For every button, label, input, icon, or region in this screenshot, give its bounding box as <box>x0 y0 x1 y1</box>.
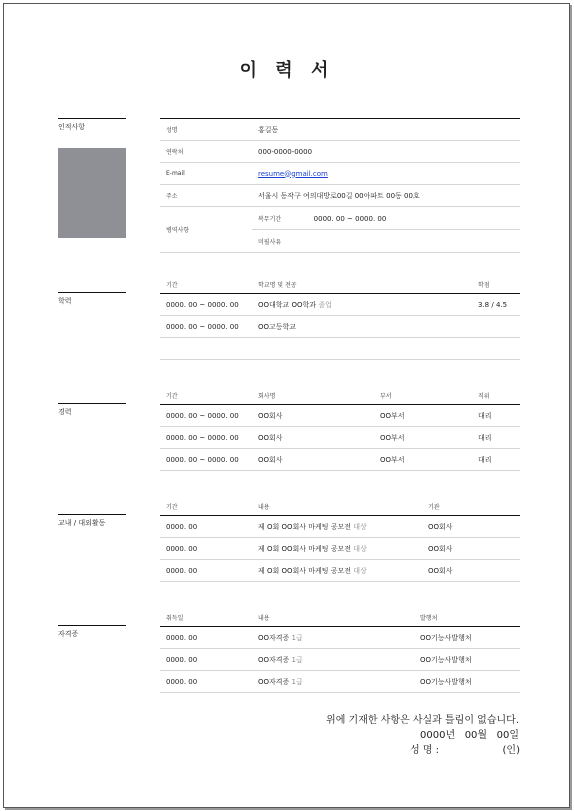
activity-org: OO회사 <box>422 516 520 538</box>
career-company: OO회사 <box>252 449 374 471</box>
activity-award: 대상 <box>353 566 367 575</box>
col-header-org: 기관 <box>422 497 520 516</box>
career-company: OO회사 <box>252 427 374 449</box>
table-header-row <box>160 497 520 516</box>
table-row <box>160 316 520 338</box>
certificate-issuer: OO기능사발행처 <box>414 671 520 693</box>
table-row <box>160 207 520 230</box>
table-header-row <box>160 608 520 627</box>
photo-placeholder <box>58 148 126 238</box>
career-dept: OO부서 <box>374 449 472 471</box>
education-table <box>160 275 520 360</box>
certificate-grade: 1급 <box>291 655 303 664</box>
section-label-activities: 교내 / 대외활동 <box>58 514 126 528</box>
table-row <box>160 119 520 141</box>
certificate-content: OO자격증 <box>258 655 290 664</box>
career-period: 0000. 00 ~ 0000. 00 <box>160 449 252 471</box>
name-value: 홍길동 <box>252 119 520 141</box>
col-header-company: 회사명 <box>252 386 374 405</box>
career-company: OO회사 <box>252 405 374 427</box>
certificate-date: 0000. 00 <box>160 649 252 671</box>
career-position: 대리 <box>472 449 520 471</box>
education-status: 졸업 <box>318 300 332 309</box>
career-period: 0000. 00 ~ 0000. 00 <box>160 427 252 449</box>
table-header-row <box>160 275 520 294</box>
activity-period: 0000. 00 <box>160 538 252 560</box>
declaration-date: 0000년 00월 00일 <box>420 730 519 741</box>
personal-table <box>160 118 520 253</box>
education-school: OO대학교 OO학과 <box>258 300 317 309</box>
table-row <box>160 427 520 449</box>
activities-table <box>160 497 520 582</box>
activity-award: 대상 <box>353 522 367 531</box>
activity-org: OO회사 <box>422 560 520 582</box>
declaration-statement: 위에 기재한 사항은 사실과 틀림이 없습니다. <box>326 715 519 726</box>
certificates-table <box>160 608 520 693</box>
activity-period: 0000. 00 <box>160 560 252 582</box>
activity-org: OO회사 <box>422 538 520 560</box>
certificate-content: OO자격증 <box>258 677 290 686</box>
table-row <box>160 649 520 671</box>
col-header-period: 기간 <box>160 386 252 405</box>
signature-line <box>410 741 520 756</box>
email-label: E-mail <box>160 163 252 185</box>
table-row <box>160 338 520 360</box>
table-row <box>160 627 520 649</box>
military-label: 병역사항 <box>160 207 252 253</box>
education-gpa <box>472 338 520 360</box>
table-header-row <box>160 386 520 405</box>
certificate-issuer: OO기능사발행처 <box>414 627 520 649</box>
activity-content: 제 O회 OO회사 마케팅 공모전 <box>258 544 352 553</box>
service-period-value: 0000. 00 ~ 0000. 00 <box>313 214 387 223</box>
name-label: 성명 <box>160 119 252 141</box>
certificate-date: 0000. 00 <box>160 627 252 649</box>
activity-award: 대상 <box>353 544 367 553</box>
career-table <box>160 386 520 471</box>
col-header-content: 내용 <box>252 608 414 627</box>
table-row <box>160 449 520 471</box>
activity-content: 제 O회 OO회사 마케팅 공모전 <box>258 522 352 531</box>
col-header-gpa: 학점 <box>472 275 520 294</box>
signature-label: 성 명 : <box>410 745 440 756</box>
col-header-school: 학교명 및 전공 <box>252 275 472 294</box>
career-period: 0000. 00 ~ 0000. 00 <box>160 405 252 427</box>
col-header-position: 직위 <box>472 386 520 405</box>
table-row <box>160 671 520 693</box>
certificate-issuer: OO기능사발행처 <box>414 649 520 671</box>
col-header-period: 기간 <box>160 497 252 516</box>
col-header-issuer: 발행처 <box>414 608 520 627</box>
table-row <box>160 538 520 560</box>
phone-label: 연락처 <box>160 141 252 163</box>
col-header-dept: 부서 <box>374 386 472 405</box>
section-label-career: 경력 <box>58 403 126 417</box>
table-row <box>160 560 520 582</box>
col-header-content: 내용 <box>252 497 422 516</box>
phone-value: 000-0000-0000 <box>252 141 520 163</box>
address-value: 서울시 동작구 여의대방로00길 00아파트 00동 00호 <box>252 185 520 207</box>
certificate-grade: 1급 <box>291 633 303 642</box>
table-row <box>160 185 520 207</box>
table-row <box>160 294 520 316</box>
section-label-personal: 인적사항 <box>58 118 126 132</box>
table-row <box>160 163 520 185</box>
education-period: 0000. 00 ~ 0000. 00 <box>160 316 252 338</box>
certificate-content: OO자격증 <box>258 633 290 642</box>
education-gpa: 3.8 / 4.5 <box>472 294 520 316</box>
career-dept: OO부서 <box>374 405 472 427</box>
activity-period: 0000. 00 <box>160 516 252 538</box>
education-school: OO고등학교 <box>258 322 297 331</box>
certificate-grade: 1급 <box>291 677 303 686</box>
col-header-date: 취득일 <box>160 608 252 627</box>
career-position: 대리 <box>472 405 520 427</box>
email-link[interactable]: resume@gmail.com <box>258 169 328 178</box>
education-period: 0000. 00 ~ 0000. 00 <box>160 294 252 316</box>
section-label-certificates: 자격증 <box>58 625 126 639</box>
education-period <box>160 338 252 360</box>
certificate-date: 0000. 00 <box>160 671 252 693</box>
address-label: 주소 <box>160 185 252 207</box>
table-row <box>160 405 520 427</box>
exempt-reason-label: 미필사유 <box>252 230 520 253</box>
career-dept: OO부서 <box>374 427 472 449</box>
table-row <box>160 516 520 538</box>
document-title: 이 력 서 <box>239 60 335 81</box>
activity-content: 제 O회 OO회사 마케팅 공모전 <box>258 566 352 575</box>
career-position: 대리 <box>472 427 520 449</box>
seal-mark: (인) <box>502 745 520 756</box>
education-gpa <box>472 316 520 338</box>
service-period-label: 복무기간 <box>258 215 282 223</box>
col-header-period: 기간 <box>160 275 252 294</box>
section-label-education: 학력 <box>58 292 126 306</box>
table-row <box>160 141 520 163</box>
